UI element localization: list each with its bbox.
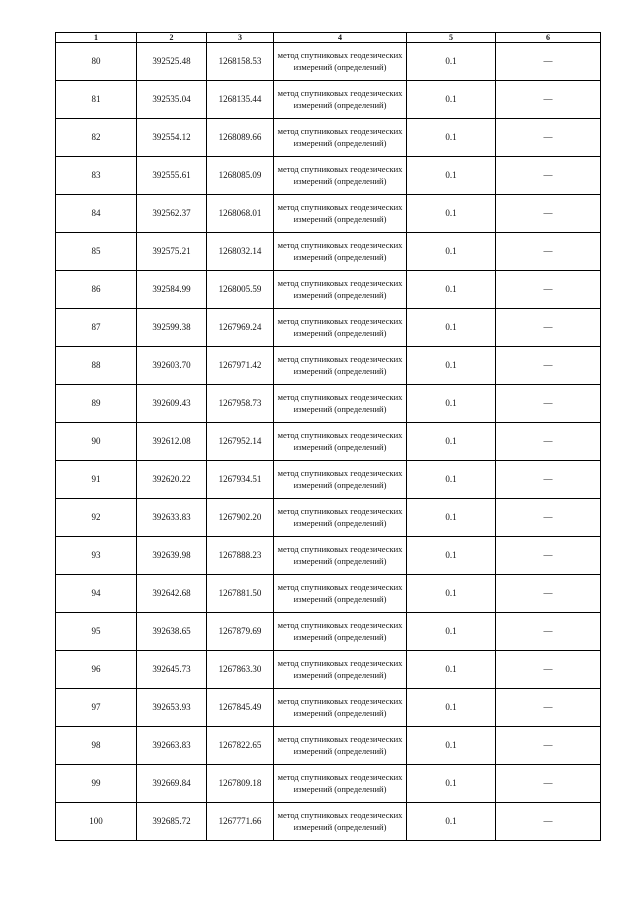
point-number-cell: 81 <box>56 81 137 119</box>
table-body <box>56 43 601 841</box>
point-number-cell: 84 <box>56 195 137 233</box>
table-row <box>56 233 601 271</box>
accuracy-cell: 0.1 <box>407 499 496 537</box>
table-row <box>56 385 601 423</box>
x-coordinate-cell: 392609.43 <box>137 385 207 423</box>
x-coordinate-cell: 392620.22 <box>137 461 207 499</box>
header-row <box>56 33 601 43</box>
x-coordinate-cell: 392663.83 <box>137 727 207 765</box>
method-cell: метод спутниковых геодезических измерений (определений) <box>274 309 407 347</box>
table-row <box>56 423 601 461</box>
y-coordinate-cell: 1267879.69 <box>207 613 274 651</box>
header-col-1: 1 <box>56 33 137 43</box>
accuracy-cell: 0.1 <box>407 233 496 271</box>
point-number-cell: 91 <box>56 461 137 499</box>
accuracy-cell: 0.1 <box>407 271 496 309</box>
point-number-cell: 86 <box>56 271 137 309</box>
method-cell: метод спутниковых геодезических измерений (определений) <box>274 575 407 613</box>
point-number-cell: 89 <box>56 385 137 423</box>
accuracy-cell: 0.1 <box>407 119 496 157</box>
table-row <box>56 651 601 689</box>
accuracy-cell: 0.1 <box>407 81 496 119</box>
accuracy-cell: 0.1 <box>407 727 496 765</box>
method-cell: метод спутниковых геодезических измерений (определений) <box>274 43 407 81</box>
y-coordinate-cell: 1267888.23 <box>207 537 274 575</box>
x-coordinate-cell: 392639.98 <box>137 537 207 575</box>
note-cell: — <box>496 157 601 195</box>
table-row <box>56 157 601 195</box>
point-number-cell: 98 <box>56 727 137 765</box>
table-row <box>56 461 601 499</box>
y-coordinate-cell: 1268068.01 <box>207 195 274 233</box>
x-coordinate-cell: 392645.73 <box>137 651 207 689</box>
note-cell: — <box>496 385 601 423</box>
method-cell: метод спутниковых геодезических измерений (определений) <box>274 765 407 803</box>
accuracy-cell: 0.1 <box>407 689 496 727</box>
x-coordinate-cell: 392612.08 <box>137 423 207 461</box>
table-row <box>56 119 601 157</box>
y-coordinate-cell: 1267969.24 <box>207 309 274 347</box>
table-row <box>56 43 601 81</box>
point-number-cell: 90 <box>56 423 137 461</box>
table-row <box>56 81 601 119</box>
note-cell: — <box>496 423 601 461</box>
x-coordinate-cell: 392603.70 <box>137 347 207 385</box>
accuracy-cell: 0.1 <box>407 575 496 613</box>
y-coordinate-cell: 1268158.53 <box>207 43 274 81</box>
header-col-5: 5 <box>407 33 496 43</box>
note-cell: — <box>496 537 601 575</box>
point-number-cell: 82 <box>56 119 137 157</box>
x-coordinate-cell: 392555.61 <box>137 157 207 195</box>
accuracy-cell: 0.1 <box>407 651 496 689</box>
point-number-cell: 97 <box>56 689 137 727</box>
x-coordinate-cell: 392685.72 <box>137 803 207 841</box>
y-coordinate-cell: 1268085.09 <box>207 157 274 195</box>
note-cell: — <box>496 575 601 613</box>
accuracy-cell: 0.1 <box>407 803 496 841</box>
method-cell: метод спутниковых геодезических измерений (определений) <box>274 385 407 423</box>
y-coordinate-cell: 1268089.66 <box>207 119 274 157</box>
x-coordinate-cell: 392642.68 <box>137 575 207 613</box>
accuracy-cell: 0.1 <box>407 765 496 803</box>
x-coordinate-cell: 392575.21 <box>137 233 207 271</box>
method-cell: метод спутниковых геодезических измерений (определений) <box>274 195 407 233</box>
x-coordinate-cell: 392525.48 <box>137 43 207 81</box>
x-coordinate-cell: 392584.99 <box>137 271 207 309</box>
method-cell: метод спутниковых геодезических измерений (определений) <box>274 689 407 727</box>
method-cell: метод спутниковых геодезических измерений (определений) <box>274 613 407 651</box>
table-header <box>56 33 601 43</box>
point-number-cell: 87 <box>56 309 137 347</box>
table-row <box>56 309 601 347</box>
note-cell: — <box>496 119 601 157</box>
accuracy-cell: 0.1 <box>407 385 496 423</box>
note-cell: — <box>496 613 601 651</box>
method-cell: метод спутниковых геодезических измерений (определений) <box>274 423 407 461</box>
method-cell: метод спутниковых геодезических измерений (определений) <box>274 157 407 195</box>
table-row <box>56 765 601 803</box>
point-number-cell: 94 <box>56 575 137 613</box>
note-cell: — <box>496 43 601 81</box>
method-cell: метод спутниковых геодезических измерений (определений) <box>274 81 407 119</box>
point-number-cell: 92 <box>56 499 137 537</box>
y-coordinate-cell: 1268005.59 <box>207 271 274 309</box>
header-col-3: 3 <box>207 33 274 43</box>
accuracy-cell: 0.1 <box>407 613 496 651</box>
note-cell: — <box>496 233 601 271</box>
x-coordinate-cell: 392599.38 <box>137 309 207 347</box>
accuracy-cell: 0.1 <box>407 423 496 461</box>
y-coordinate-cell: 1267863.30 <box>207 651 274 689</box>
note-cell: — <box>496 347 601 385</box>
x-coordinate-cell: 392653.93 <box>137 689 207 727</box>
point-number-cell: 88 <box>56 347 137 385</box>
note-cell: — <box>496 689 601 727</box>
accuracy-cell: 0.1 <box>407 43 496 81</box>
table-row <box>56 613 601 651</box>
table-row <box>56 499 601 537</box>
method-cell: метод спутниковых геодезических измерений (определений) <box>274 461 407 499</box>
table-row <box>56 347 601 385</box>
y-coordinate-cell: 1268135.44 <box>207 81 274 119</box>
method-cell: метод спутниковых геодезических измерений (определений) <box>274 271 407 309</box>
x-coordinate-cell: 392669.84 <box>137 765 207 803</box>
note-cell: — <box>496 271 601 309</box>
point-number-cell: 99 <box>56 765 137 803</box>
point-number-cell: 95 <box>56 613 137 651</box>
table-row <box>56 803 601 841</box>
accuracy-cell: 0.1 <box>407 461 496 499</box>
table-row <box>56 575 601 613</box>
y-coordinate-cell: 1267934.51 <box>207 461 274 499</box>
table-row <box>56 195 601 233</box>
x-coordinate-cell: 392535.04 <box>137 81 207 119</box>
x-coordinate-cell: 392638.65 <box>137 613 207 651</box>
y-coordinate-cell: 1267952.14 <box>207 423 274 461</box>
note-cell: — <box>496 461 601 499</box>
note-cell: — <box>496 651 601 689</box>
point-number-cell: 93 <box>56 537 137 575</box>
method-cell: метод спутниковых геодезических измерений (определений) <box>274 727 407 765</box>
x-coordinate-cell: 392633.83 <box>137 499 207 537</box>
accuracy-cell: 0.1 <box>407 537 496 575</box>
y-coordinate-cell: 1267822.65 <box>207 727 274 765</box>
y-coordinate-cell: 1267845.49 <box>207 689 274 727</box>
note-cell: — <box>496 727 601 765</box>
note-cell: — <box>496 309 601 347</box>
y-coordinate-cell: 1267809.18 <box>207 765 274 803</box>
table-row <box>56 689 601 727</box>
accuracy-cell: 0.1 <box>407 195 496 233</box>
point-number-cell: 83 <box>56 157 137 195</box>
note-cell: — <box>496 765 601 803</box>
method-cell: метод спутниковых геодезических измерений (определений) <box>274 233 407 271</box>
accuracy-cell: 0.1 <box>407 157 496 195</box>
note-cell: — <box>496 803 601 841</box>
x-coordinate-cell: 392562.37 <box>137 195 207 233</box>
accuracy-cell: 0.1 <box>407 347 496 385</box>
point-number-cell: 85 <box>56 233 137 271</box>
header-col-2: 2 <box>137 33 207 43</box>
y-coordinate-cell: 1267958.73 <box>207 385 274 423</box>
y-coordinate-cell: 1268032.14 <box>207 233 274 271</box>
note-cell: — <box>496 499 601 537</box>
method-cell: метод спутниковых геодезических измерений (определений) <box>274 119 407 157</box>
accuracy-cell: 0.1 <box>407 309 496 347</box>
table-row <box>56 271 601 309</box>
table-row <box>56 727 601 765</box>
header-col-6: 6 <box>496 33 601 43</box>
y-coordinate-cell: 1267971.42 <box>207 347 274 385</box>
point-number-cell: 80 <box>56 43 137 81</box>
method-cell: метод спутниковых геодезических измерений (определений) <box>274 499 407 537</box>
note-cell: — <box>496 195 601 233</box>
point-number-cell: 100 <box>56 803 137 841</box>
y-coordinate-cell: 1267771.66 <box>207 803 274 841</box>
header-col-4: 4 <box>274 33 407 43</box>
y-coordinate-cell: 1267881.50 <box>207 575 274 613</box>
method-cell: метод спутниковых геодезических измерений (определений) <box>274 651 407 689</box>
method-cell: метод спутниковых геодезических измерений (определений) <box>274 803 407 841</box>
x-coordinate-cell: 392554.12 <box>137 119 207 157</box>
point-number-cell: 96 <box>56 651 137 689</box>
note-cell: — <box>496 81 601 119</box>
y-coordinate-cell: 1267902.20 <box>207 499 274 537</box>
method-cell: метод спутниковых геодезических измерений (определений) <box>274 347 407 385</box>
method-cell: метод спутниковых геодезических измерений (определений) <box>274 537 407 575</box>
coordinates-table <box>55 32 601 841</box>
table-row <box>56 537 601 575</box>
